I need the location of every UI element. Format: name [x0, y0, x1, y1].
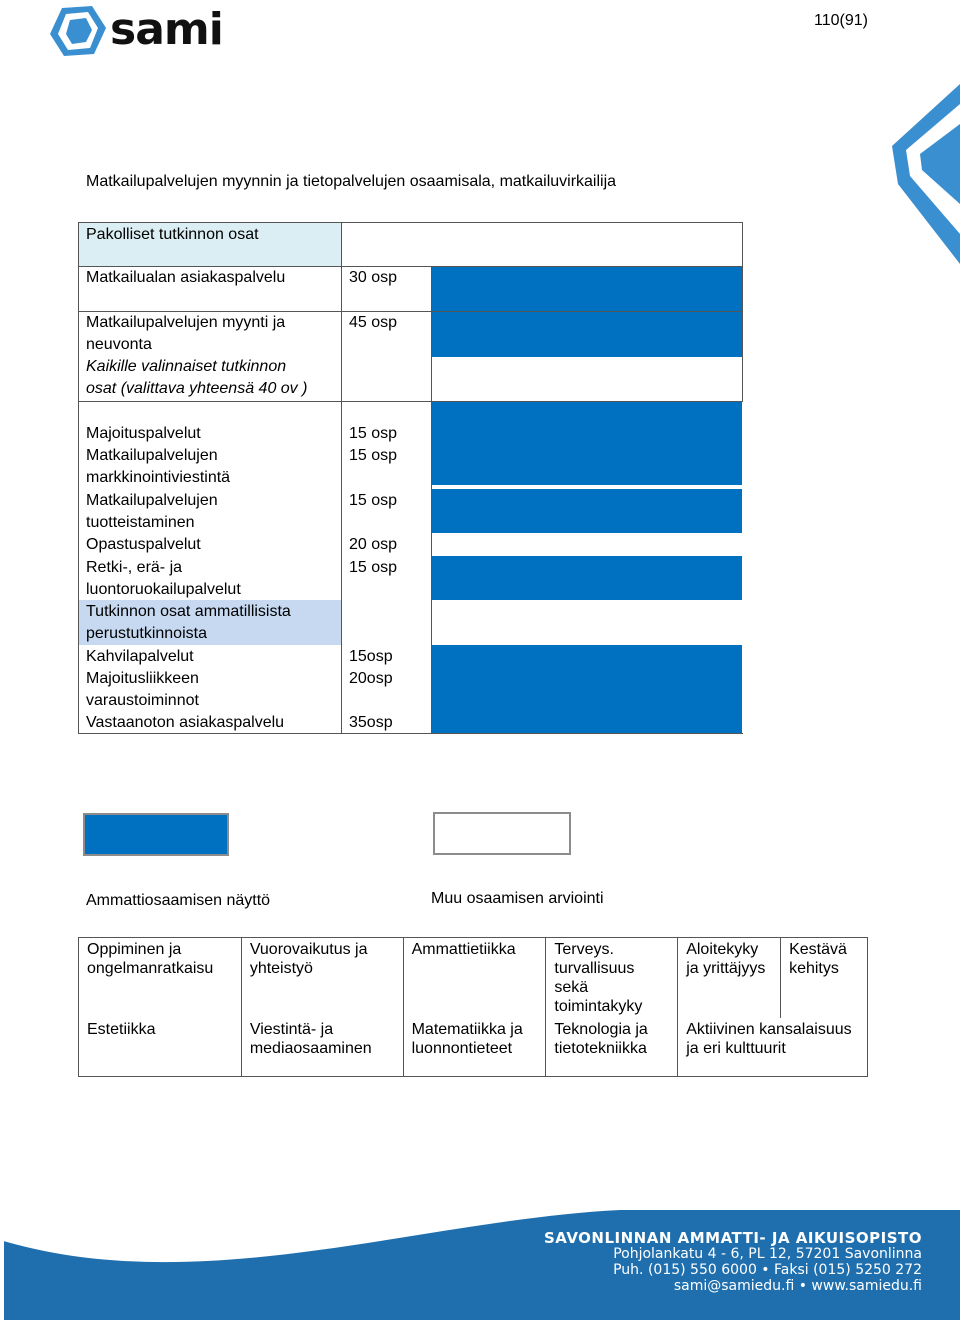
- course-name: Matkailupalvelujen: [86, 447, 218, 464]
- course-name: Vastaanoton asiakaspalvelu: [86, 714, 285, 731]
- corner-decoration-icon: [888, 84, 960, 264]
- competence-cell: Teknologia ja tietotekniikka: [546, 1018, 678, 1076]
- competence-cell: Kestävä kehitys: [781, 938, 868, 1019]
- vocational-header: Tutkinnon osat ammatillisista: [86, 603, 291, 620]
- competence-cell: Aloitekyky ja yrittäjyys: [678, 938, 781, 1019]
- legend-white-swatch: [433, 812, 571, 855]
- legend-blue-swatch: [83, 813, 229, 856]
- legend-blue-label: Ammattiosaamisen näyttö: [86, 892, 271, 909]
- course-credits: 15osp: [349, 648, 393, 665]
- footer-wave-icon: [0, 1210, 620, 1320]
- course-name: Retki-, erä- ja: [86, 559, 183, 576]
- footer-contact: [544, 1230, 922, 1294]
- course-credits: 15 osp: [349, 425, 398, 442]
- course-credits: 15 osp: [349, 492, 398, 509]
- competence-cell: Vuorovaikutus ja yhteistyö: [241, 938, 403, 1019]
- competence-cell: Oppiminen ja ongelmanratkaisu: [79, 938, 242, 1019]
- assessment-cell-blue: [431, 645, 742, 667]
- course-credits: 15 osp: [349, 559, 398, 576]
- course-credits: 30 osp: [349, 269, 398, 286]
- document-title: Matkailupalvelujen myynnin ja tietopalvelujen osaamisala, matkailuvirkailija: [86, 173, 617, 190]
- course-credits: 35osp: [349, 714, 393, 731]
- competence-cell: Aktiivinen kansalaisuus ja eri kulttuurit: [678, 1018, 868, 1076]
- competence-cell: Matematiikka ja luonnontieteet: [403, 1018, 546, 1076]
- course-name: Majoituspalvelut: [86, 425, 201, 442]
- course-name: varaustoiminnot: [86, 692, 199, 709]
- course-name: Opastuspalvelut: [86, 536, 201, 553]
- table-header-cell: [78, 222, 342, 266]
- optional-header: osat (valittava yhteensä 40 ov ): [86, 380, 308, 397]
- competences-table: [78, 937, 868, 1077]
- course-name: Matkailupalvelujen: [86, 492, 218, 509]
- sami-logo: [48, 4, 268, 60]
- competence-cell: Ammattietiikka: [403, 938, 546, 1019]
- course-name: luontoruokailupalvelut: [86, 581, 241, 598]
- footer-address: Pohjolankatu 4 - 6, PL 12, 57201 Savonlinna: [613, 1246, 922, 1262]
- assessment-cell-blue: [431, 712, 742, 734]
- course-name: Matkailualan asiakaspalvelu: [86, 269, 286, 286]
- page-number: 110(91): [814, 12, 868, 29]
- footer-banner: [4, 1210, 960, 1320]
- course-credits: 20 osp: [349, 536, 398, 553]
- competence-cell: Estetiikka: [79, 1018, 242, 1076]
- logo-text: sami: [110, 4, 223, 55]
- footer-web: sami@samiedu.fi • www.samiedu.fi: [673, 1278, 922, 1294]
- course-name: Kahvilapalvelut: [86, 648, 194, 665]
- competence-cell: Terveys. turvallisuus sekä toimintakyky: [546, 938, 678, 1019]
- legend-white-label: Muu osaamisen arviointi: [431, 890, 604, 907]
- logo-hexagon-icon: [48, 4, 108, 60]
- assessment-cell-blue: [431, 266, 742, 311]
- vocational-header: perustutkinnoista: [86, 625, 207, 642]
- assessment-cell-blue: [431, 401, 742, 485]
- assessment-cell-blue: [431, 556, 742, 600]
- course-name: tuotteistaminen: [86, 514, 195, 531]
- course-credits: 45 osp: [349, 314, 398, 331]
- course-name: markkinointiviestintä: [86, 469, 231, 486]
- course-credits: 20osp: [349, 670, 393, 687]
- assessment-cell-blue: [431, 311, 742, 357]
- course-name: neuvonta: [86, 336, 152, 353]
- competence-cell: Viestintä- ja mediaosaaminen: [241, 1018, 403, 1076]
- course-name: Majoitusliikkeen: [86, 670, 199, 687]
- course-credits: 15 osp: [349, 447, 398, 464]
- assessment-cell-blue: [431, 489, 742, 533]
- footer-school: SAVONLINNAN AMMATTI- JA AIKUISOPISTO: [543, 1229, 922, 1247]
- footer-phone: Puh. (015) 550 6000 • Faksi (015) 5250 272: [613, 1262, 922, 1278]
- optional-header: Kaikille valinnaiset tutkinnon: [86, 358, 287, 375]
- table-header: Pakolliset tutkinnon osat: [86, 226, 259, 243]
- course-name: Matkailupalvelujen myynti ja: [86, 314, 286, 331]
- assessment-cell-blue: [431, 667, 742, 712]
